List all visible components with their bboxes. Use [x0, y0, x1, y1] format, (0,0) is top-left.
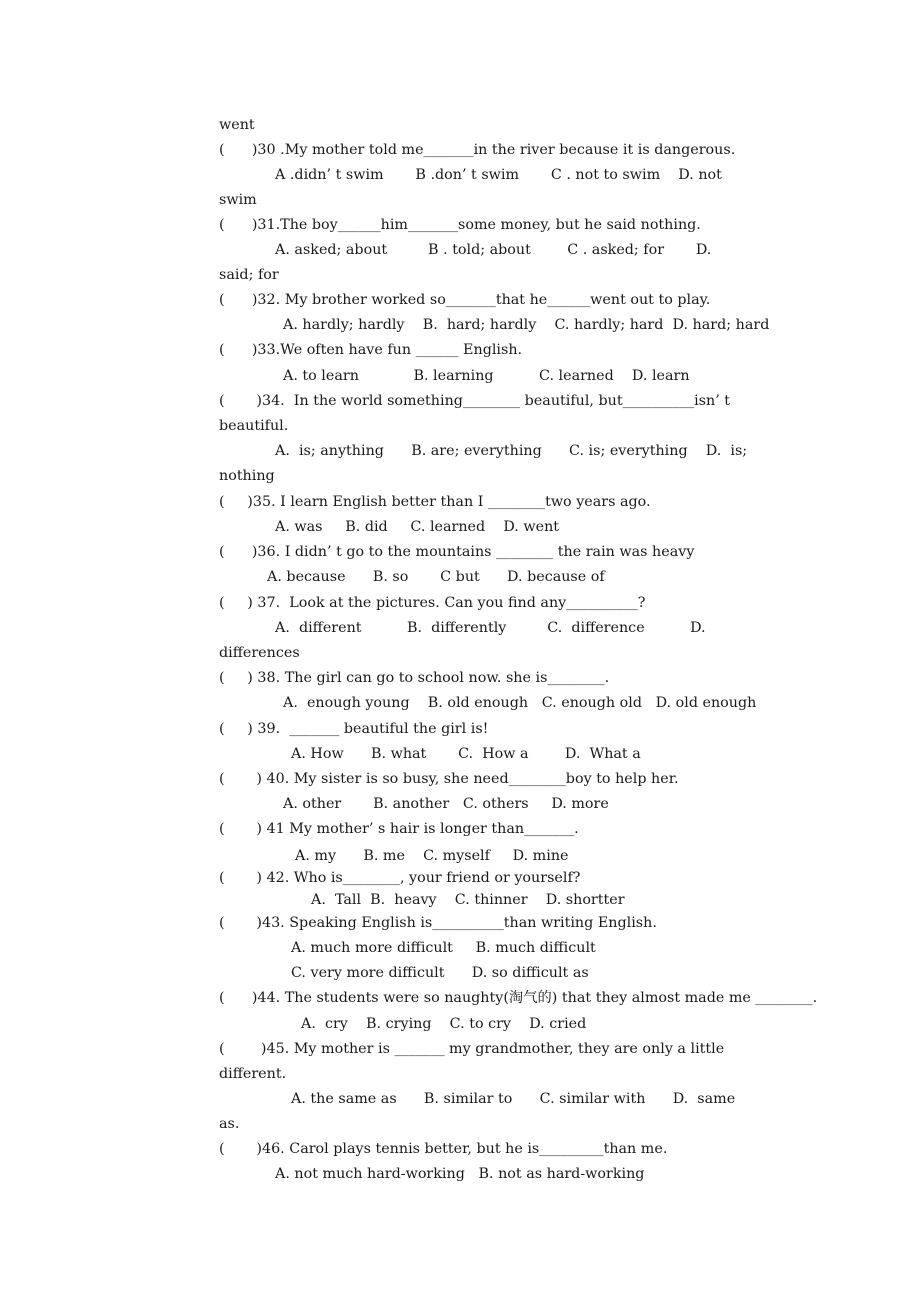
- question-34: ( )34. In the world something________ beautiful, but__________isn’ t: [219, 393, 731, 409]
- options-44: A. cry B. crying C. to cry D. cried: [301, 1016, 587, 1032]
- options-43-row1: A. much more difficult B. much difficult: [291, 940, 596, 956]
- question-32: ( )32. My brother worked so_______that he______went out to play.: [219, 292, 711, 308]
- options-30: A .didn’ t swim B .don’ t swim C . not to swim D. not: [275, 167, 722, 183]
- options-32: A. hardly; hardly B. hard; hardly C. hardly; hard D. hard; hard: [283, 317, 770, 333]
- options-43-row2: C. very more difficult D. so difficult as: [291, 965, 589, 981]
- question-31: ( )31.The boy______him_______some money, but he said nothing.: [219, 217, 701, 233]
- options-42: A. Tall B. heavy C. thinner D. shortter: [311, 892, 625, 908]
- text-line: as.: [219, 1116, 240, 1132]
- question-40: ( ) 40. My sister is so busy, she need________boy to help her.: [219, 771, 679, 787]
- question-43: ( )43. Speaking English is__________than writing English.: [219, 915, 657, 931]
- question-33: ( )33.We often have fun ______ English.: [219, 342, 523, 358]
- options-34: A. is; anything B. are; everything C. is; everything D. is;: [275, 443, 748, 459]
- text-line: differences: [219, 645, 300, 661]
- question-44: ( )44. The students were so naughty(淘气的) that they almost made me ________.: [219, 990, 818, 1006]
- text-line: different.: [219, 1066, 287, 1082]
- text-line: went: [219, 117, 255, 133]
- question-42: ( ) 42. Who is________, your friend or yourself?: [219, 870, 581, 886]
- options-35: A. was B. did C. learned D. went: [275, 519, 560, 535]
- question-30: ( )30 .My mother told me_______in the river because it is dangerous.: [219, 142, 736, 158]
- options-45: A. the same as B. similar to C. similar with D. same: [291, 1091, 736, 1107]
- question-45: ( )45. My mother is _______ my grandmother, they are only a little: [219, 1041, 725, 1057]
- options-41: A. my B. me C. myself D. mine: [295, 848, 569, 864]
- text-line: nothing: [219, 468, 275, 484]
- question-37: ( ) 37. Look at the pictures. Can you find any__________?: [219, 595, 646, 611]
- question-35: ( )35. I learn English better than I ________two years ago.: [219, 494, 651, 510]
- text-line: said; for: [219, 267, 279, 283]
- options-36: A. because B. so C but D. because of: [267, 569, 605, 585]
- question-38: ( ) 38. The girl can go to school now. she is________.: [219, 670, 610, 686]
- question-39: ( ) 39. _______ beautiful the girl is!: [219, 721, 489, 737]
- text-line: beautiful.: [219, 418, 289, 434]
- options-40: A. other B. another C. others D. more: [283, 796, 609, 812]
- options-33: A. to learn B. learning C. learned D. learn: [283, 368, 690, 384]
- question-46: ( )46. Carol plays tennis better, but he is_________than me.: [219, 1141, 668, 1157]
- question-41: ( ) 41 My mother’ s hair is longer than_______.: [219, 821, 579, 837]
- options-39: A. How B. what C. How a D. What a: [291, 746, 641, 762]
- text-line: swim: [219, 192, 257, 208]
- options-46: A. not much hard-working B. not as hard-working: [275, 1166, 645, 1182]
- options-37: A. different B. differently C. difference D.: [275, 620, 706, 636]
- options-38: A. enough young B. old enough C. enough old D. old enough: [283, 695, 757, 711]
- options-31: A. asked; about B . told; about C . asked; for D.: [275, 242, 712, 258]
- question-36: ( )36. I didn’ t go to the mountains ________ the rain was heavy: [219, 544, 695, 560]
